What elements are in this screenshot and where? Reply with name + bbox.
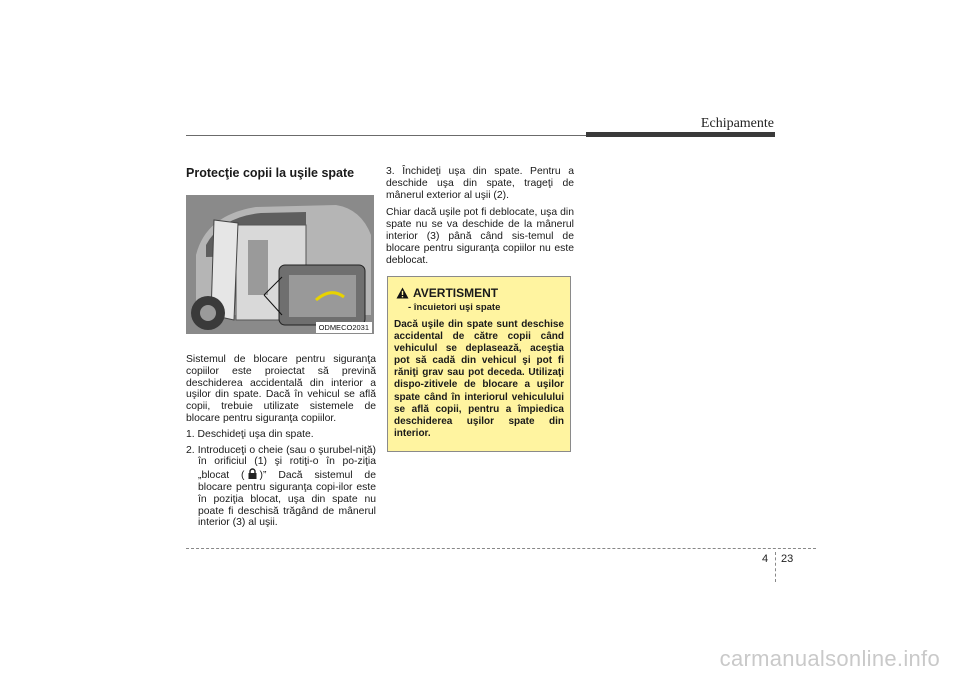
- header-rule-thin: [186, 135, 586, 136]
- watermark: carmanualsonline.info: [719, 646, 940, 671]
- step-3: 3. Închideţi uşa din spate. Pentru a deschide uşa din spate, trageţi de mânerul exterior al uşii (2).: [386, 166, 574, 201]
- header-rule-thick: [586, 132, 775, 137]
- footer-rule: [186, 548, 816, 549]
- step-1: 1. Deschideţi uşa din spate.: [186, 428, 314, 440]
- figure-code: ODMECO2031: [316, 322, 372, 333]
- unlock-note: Chiar dacă uşile pot fi deblocate, uşa din spate nu se va deschide de la mânerul interior (3) până când sis-temul de blocare pentru siguranţa copiilor nu este deblocat.: [386, 207, 574, 266]
- intro-paragraph: Sistemul de blocare pentru siguranţa copiilor este proiectat să prevină deschiderea accidentală din interior a uşilor din spate. Dacă în vehicul se află copii, trebuie utilizate sistemele de blocare pentru siguranţa copiilor.: [186, 354, 376, 424]
- left-column: [186, 166, 376, 529]
- car-door-illustration: [186, 195, 374, 334]
- lock-icon: [247, 468, 258, 479]
- warning-text: Dacă uşile din spate sunt deschise accidental de către copii când vehiculul se deplasează, aceştia pot să cadă din vehicul şi pot fi răniţi grav sau pot deceda. Utilizaţi dispo-zitivele de blocare a uşilor spate când în interiorul vehiculului se află copii, pentru a împiedica deschiderea uşilor spate din interior.: [394, 319, 564, 439]
- warning-box: [387, 276, 571, 452]
- warning-header: [396, 286, 564, 300]
- section-title: Echipamente: [700, 116, 774, 131]
- warning-triangle-icon: [396, 287, 409, 299]
- page-number: 23: [781, 553, 794, 565]
- step-2-part-a: 2. Introduceţi o cheie (sau o şurubel-niţă) în orificiul (1) şi rotiţi-o în po-ziţia „blocat (: [186, 444, 376, 482]
- middle-column: [386, 166, 574, 266]
- page-number-separator: [775, 552, 776, 582]
- chapter-number: 4: [762, 553, 769, 565]
- figure-child-lock: [186, 195, 374, 334]
- step-2-part-b: )” Dacă sistemul de blocare pentru siguranţa copi-ilor este în poziţia blocat, uşa din spate nu poate fi deschisă trăgând de mânerul interior (3) al uşii.: [198, 470, 376, 529]
- warning-subtitle: - încuietori uşi spate: [408, 302, 501, 313]
- warning-title: AVERTISMENT: [413, 286, 499, 300]
- section-heading: Protecţie copii la uşile spate: [186, 166, 355, 180]
- step-2: [186, 445, 376, 530]
